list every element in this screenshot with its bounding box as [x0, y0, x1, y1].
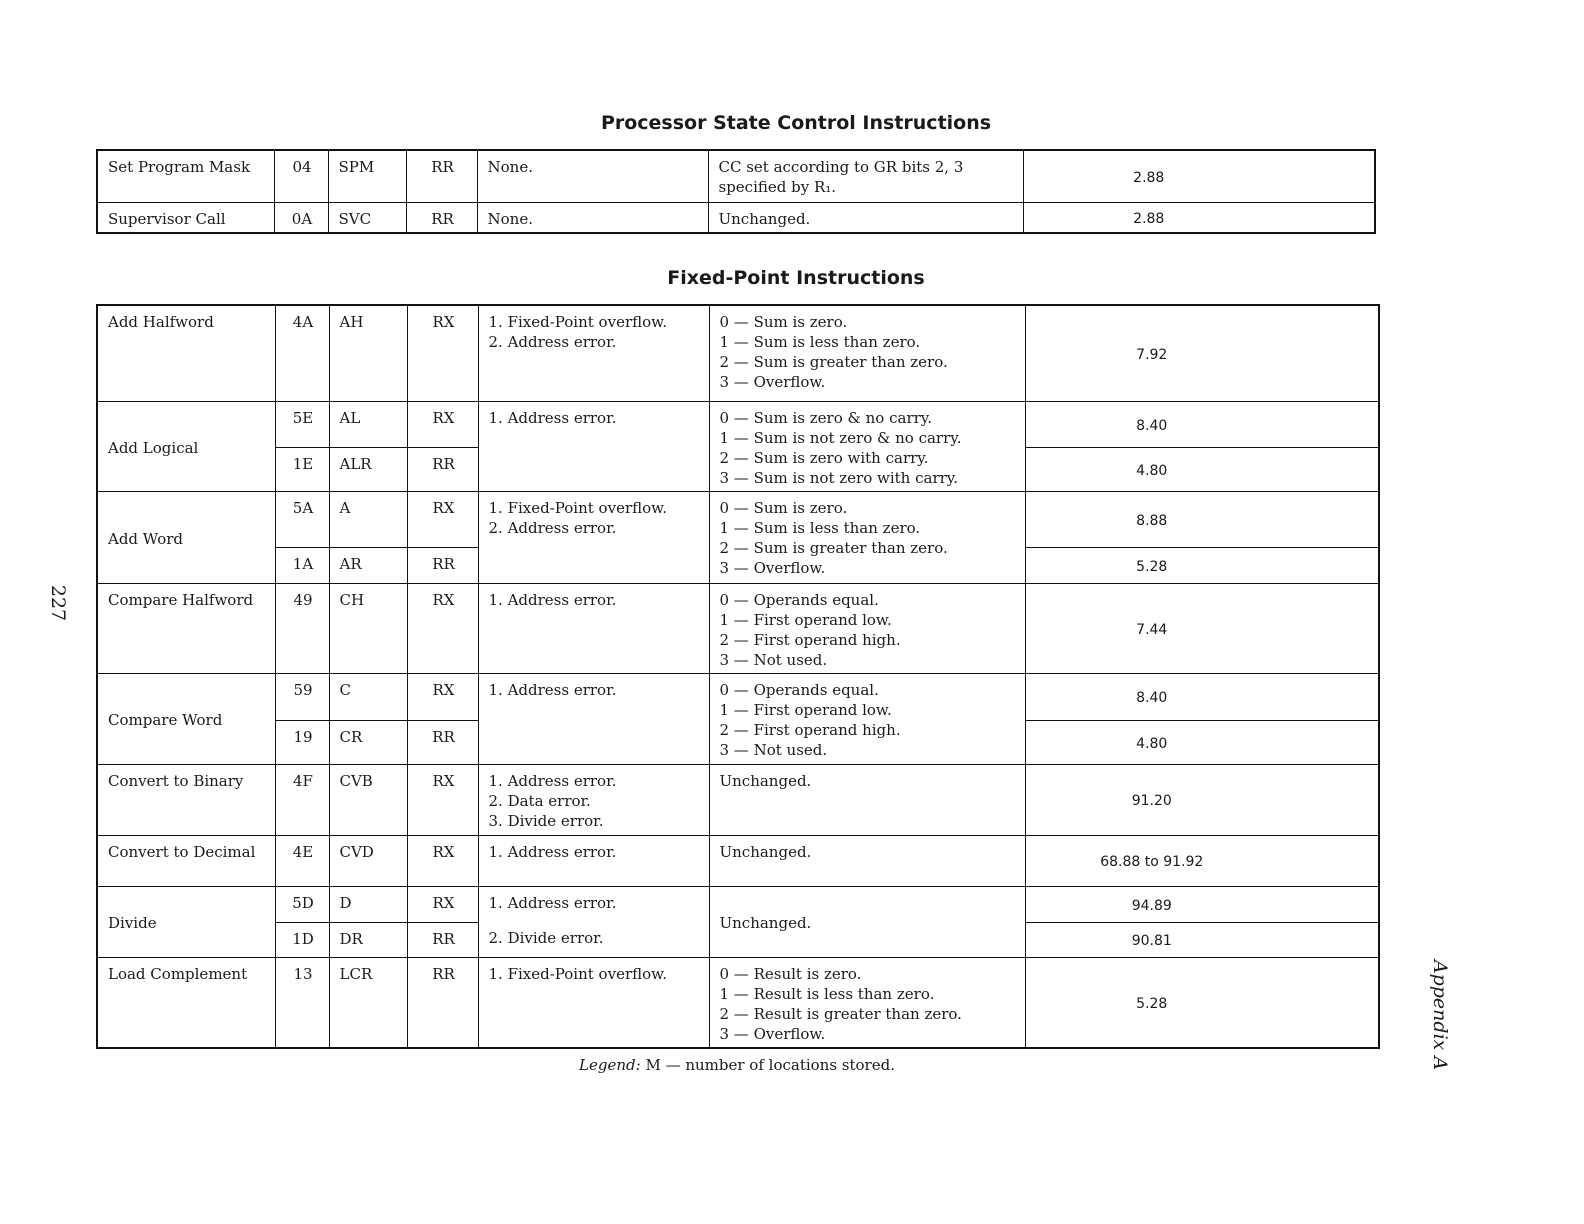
table-row	[97, 401, 1379, 447]
cc-line: 2 — Sum is greater than zero.	[719, 353, 948, 371]
exception-line: None.	[487, 209, 533, 228]
mnemonic: C	[329, 673, 407, 720]
op-code: 4A	[275, 305, 329, 401]
format: RX	[407, 764, 478, 835]
exception-line: 1. Fixed-Point overflow.	[488, 313, 667, 331]
table-row	[97, 202, 1375, 233]
execution-time: 2.88	[1023, 150, 1375, 202]
instruction-name: Load Complement	[97, 957, 275, 1048]
format: RX	[407, 673, 478, 720]
execution-time: 8.40	[1025, 673, 1379, 720]
exception-line: 1. Address error.	[488, 771, 617, 790]
instruction-name: Set Program Mask	[97, 150, 274, 202]
execution-time: 4.80	[1025, 447, 1379, 491]
op-code: 5E	[275, 401, 329, 447]
op-code: 19	[275, 720, 329, 764]
condition-code	[709, 673, 1025, 764]
execution-time: 91.20	[1025, 764, 1379, 835]
appendix-label: Appendix A	[1429, 959, 1451, 1071]
execution-time: 90.81	[1025, 922, 1379, 957]
cc-line: 0 — Operands equal.	[719, 590, 879, 609]
format: RR	[407, 957, 478, 1048]
cc-line: Unchanged.	[719, 842, 812, 861]
processor-state-table	[96, 149, 1376, 234]
exception-line: 2. Address error.	[488, 518, 617, 537]
table-row	[97, 150, 1375, 202]
table-row	[97, 491, 1379, 547]
exceptions	[478, 491, 709, 583]
exceptions	[478, 835, 709, 886]
cc-line: 0 — Sum is zero & no carry.	[719, 408, 933, 427]
fixed-point-table	[96, 304, 1380, 1049]
exceptions	[478, 764, 709, 835]
instruction-name: Compare Halfword	[97, 583, 275, 673]
op-code: 13	[275, 957, 329, 1048]
op-code: 4E	[275, 835, 329, 886]
format: RX	[407, 583, 478, 673]
condition-code	[709, 583, 1025, 673]
execution-time: 68.88 to 91.92	[1025, 835, 1379, 886]
cc-line: 0 — Sum is zero.	[719, 498, 848, 517]
format: RR	[407, 922, 478, 957]
exceptions	[478, 673, 709, 764]
cc-line: 1 — Result is less than zero.	[719, 984, 935, 1003]
format: RX	[407, 305, 478, 401]
cc-line: 3 — Not used.	[719, 650, 828, 669]
format: RR	[406, 150, 477, 202]
cc-line: 0 — Result is zero.	[719, 964, 862, 983]
condition-code	[709, 764, 1025, 835]
execution-time: 5.28	[1025, 547, 1379, 583]
condition-code	[709, 401, 1025, 491]
exception-line: 1. Address error.	[488, 680, 617, 699]
mnemonic: SPM	[328, 150, 406, 202]
condition-code	[709, 491, 1025, 583]
exception-line: None.	[487, 158, 533, 176]
instruction-name: Supervisor Call	[97, 202, 274, 233]
exception-line: 1. Address error.	[488, 842, 617, 861]
cc-line: 2 — First operand high.	[719, 630, 901, 649]
cc-line: 3 — Overflow.	[719, 1024, 826, 1043]
execution-time: 8.88	[1025, 491, 1379, 547]
mnemonic: AR	[329, 547, 407, 583]
mnemonic: CVB	[329, 764, 407, 835]
exceptions	[477, 150, 708, 202]
condition-code	[709, 305, 1025, 401]
format: RX	[407, 886, 478, 922]
cc-line: 3 — Overflow.	[719, 558, 826, 577]
execution-time: 8.40	[1025, 401, 1379, 447]
table-row	[97, 886, 1379, 922]
mnemonic: AL	[329, 401, 407, 447]
cc-line: 3 — Sum is not zero with carry.	[719, 468, 959, 487]
legend	[96, 1056, 1378, 1074]
cc-line: 1 — First operand low.	[719, 700, 892, 719]
mnemonic: CVD	[329, 835, 407, 886]
cc-line: 1 — Sum is less than zero.	[719, 518, 921, 537]
fixed-point-title: Fixed-Point Instructions	[667, 267, 925, 289]
op-code: 49	[275, 583, 329, 673]
format: RX	[407, 835, 478, 886]
op-code: 1E	[275, 447, 329, 491]
table-row	[97, 764, 1379, 835]
op-code: 5D	[275, 886, 329, 922]
table-row	[97, 583, 1379, 673]
mnemonic: CH	[329, 583, 407, 673]
execution-time: 4.80	[1025, 720, 1379, 764]
op-code: 4F	[275, 764, 329, 835]
mnemonic: CR	[329, 720, 407, 764]
condition-code	[708, 202, 1023, 233]
cc-line: 3 — Not used.	[719, 740, 828, 759]
legend-text: M — number of locations stored.	[645, 1056, 895, 1074]
exception-line: 2. Divide error.	[488, 929, 604, 947]
instruction-name: Divide	[97, 886, 275, 957]
condition-code	[708, 150, 1023, 202]
table-row	[97, 957, 1379, 1048]
table-row	[97, 673, 1379, 720]
cc-line: 3 — Overflow.	[719, 373, 826, 391]
format: RR	[407, 547, 478, 583]
op-code: 1D	[275, 922, 329, 957]
cc-line: Unchanged.	[718, 209, 811, 228]
exception-line: 1. Address error.	[488, 408, 617, 427]
op-code: 0A	[274, 202, 328, 233]
exception-line: 2. Address error.	[488, 333, 617, 351]
cc-line: CC set according to GR bits 2, 3	[718, 158, 964, 176]
exceptions	[478, 886, 709, 922]
mnemonic: LCR	[329, 957, 407, 1048]
mnemonic: DR	[329, 922, 407, 957]
format: RR	[406, 202, 477, 233]
cc-line: 2 — Result is greater than zero.	[719, 1004, 962, 1023]
legend-label: Legend:	[579, 1056, 641, 1074]
op-code: 04	[274, 150, 328, 202]
condition-code	[709, 957, 1025, 1048]
condition-code	[709, 835, 1025, 886]
exceptions	[478, 305, 709, 401]
instruction-name: Add Halfword	[97, 305, 275, 401]
op-code: 5A	[275, 491, 329, 547]
op-code: 59	[275, 673, 329, 720]
exception-line: 2. Data error.	[488, 791, 591, 810]
processor-state-title: Processor State Control Instructions	[600, 112, 992, 134]
mnemonic: SVC	[328, 202, 406, 233]
exception-line: 1. Fixed-Point overflow.	[488, 498, 667, 517]
format: RX	[407, 401, 478, 447]
cc-line: 1 — Sum is not zero & no carry.	[719, 428, 962, 447]
exceptions	[478, 957, 709, 1048]
execution-time: 94.89	[1025, 886, 1379, 922]
execution-time: 7.92	[1025, 305, 1379, 401]
condition-code	[709, 886, 1025, 957]
format: RR	[407, 720, 478, 764]
cc-line: 0 — Sum is zero.	[719, 313, 848, 331]
execution-time: 7.44	[1025, 583, 1379, 673]
cc-line: specified by R₁.	[718, 178, 837, 196]
cc-line: Unchanged.	[719, 771, 812, 790]
instruction-name: Convert to Decimal	[97, 835, 275, 886]
page-number: 227	[47, 584, 69, 622]
op-code: 1A	[275, 547, 329, 583]
format: RR	[407, 447, 478, 491]
table-row	[97, 835, 1379, 886]
instruction-name: Add Word	[97, 491, 275, 583]
cc-line: 0 — Operands equal.	[719, 680, 879, 699]
exceptions	[478, 401, 709, 491]
instruction-name: Add Logical	[97, 401, 275, 491]
cc-line: 1 — First operand low.	[719, 610, 892, 629]
cc-line: Unchanged.	[719, 914, 812, 932]
mnemonic: AH	[329, 305, 407, 401]
table-row	[97, 305, 1379, 401]
mnemonic: ALR	[329, 447, 407, 491]
instruction-name: Compare Word	[97, 673, 275, 764]
exception-line: 3. Divide error.	[488, 811, 604, 830]
exception-line: 1. Fixed-Point overflow.	[488, 964, 667, 983]
cc-line: 2 — Sum is zero with carry.	[719, 448, 929, 467]
cc-line: 2 — Sum is greater than zero.	[719, 538, 948, 557]
mnemonic: D	[329, 886, 407, 922]
exceptions	[478, 583, 709, 673]
cc-line: 1 — Sum is less than zero.	[719, 333, 921, 351]
exceptions	[477, 202, 708, 233]
execution-time: 5.28	[1025, 957, 1379, 1048]
exception-line: 1. Address error.	[488, 893, 617, 912]
instruction-name: Convert to Binary	[97, 764, 275, 835]
mnemonic: A	[329, 491, 407, 547]
cc-line: 2 — First operand high.	[719, 720, 901, 739]
exception-line: 1. Address error.	[488, 590, 617, 609]
exceptions	[478, 922, 709, 957]
format: RX	[407, 491, 478, 547]
execution-time: 2.88	[1023, 202, 1375, 233]
